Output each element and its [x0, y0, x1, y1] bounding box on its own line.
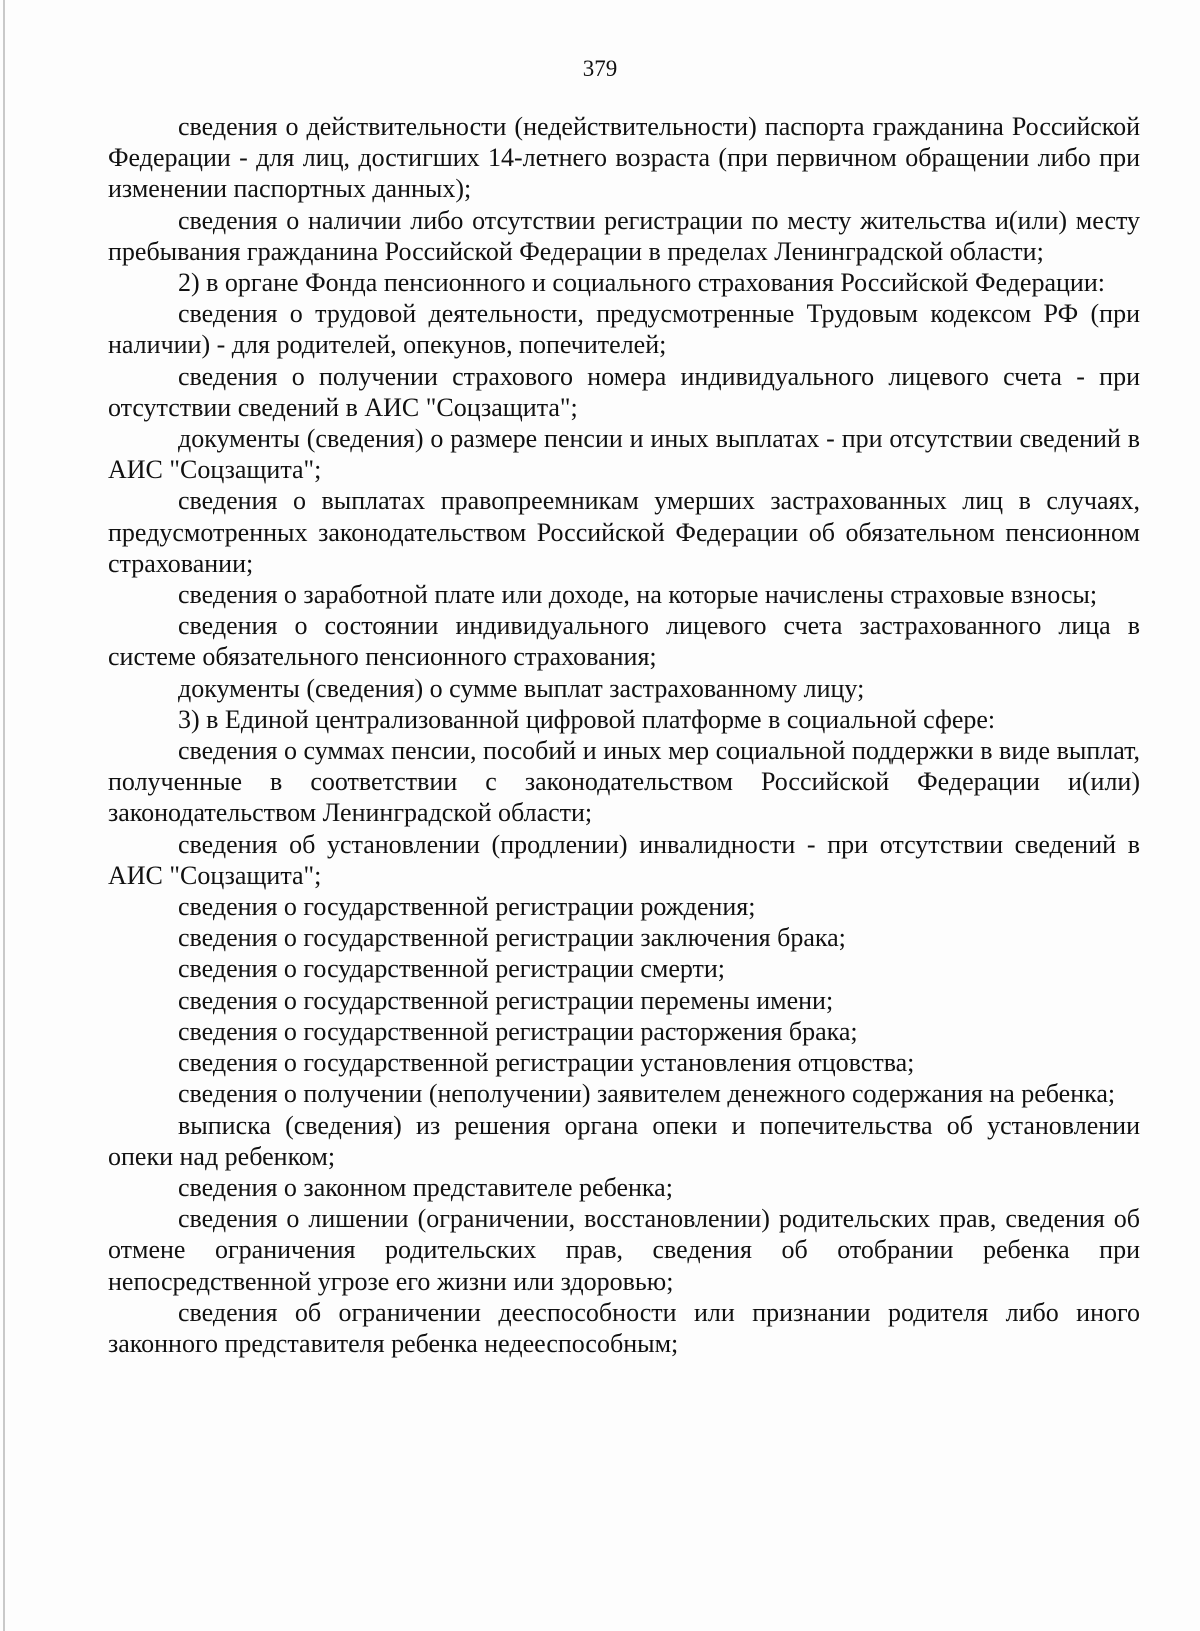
paragraph: сведения о государственной регистрации расторжения брака; — [178, 1016, 858, 1046]
paragraph: сведения о государственной регистрации рождения; — [178, 892, 756, 922]
paragraph: 3) в Единой централизованной цифровой платформе в социальной сфере: — [178, 704, 996, 734]
paragraph: сведения о государственной регистрации заключения брака; — [178, 923, 846, 953]
paragraph: сведения о состоянии индивидуального лицевого счета застрахованного лица в системе обязательного пенсионного страхования; — [108, 611, 1140, 672]
paragraph: сведения о действительности (недействительности) паспорта гражданина Российской Федерации - для лиц, достигших 14-летнего возраста (при первичном обращении либо при изменении паспортных данных); — [108, 112, 1140, 204]
paragraph: сведения о выплатах правопреемникам умерших застрахованных лиц в случаях, предусмотренных законодательством Российской Федерации об обязательном пенсионном страховании; — [108, 486, 1140, 578]
paragraph: сведения о государственной регистрации смерти; — [178, 954, 726, 984]
paragraph: сведения об ограничении дееспособности или признании родителя либо иного законного представителя ребенка недееспособным; — [108, 1297, 1140, 1358]
paragraph: сведения о заработной плате или доходе, на которые начислены страховые взносы; — [178, 580, 1098, 610]
paragraph: сведения об установлении (продлении) инвалидности - при отсутствии сведений в АИС "Соцзащита"; — [108, 829, 1140, 890]
paragraph: 2) в органе Фонда пенсионного и социального страхования Российской Федерации: — [178, 268, 1105, 298]
paragraph: сведения о законном представителе ребенка; — [178, 1172, 673, 1202]
paragraph: документы (сведения) о размере пенсии и иных выплатах - при отсутствии сведений в АИС "Соцзащита"; — [108, 424, 1140, 485]
paragraph: сведения о государственной регистрации перемены имени; — [178, 985, 834, 1015]
paragraph: сведения о государственной регистрации установления отцовства; — [178, 1048, 915, 1078]
paragraph: выписка (сведения) из решения органа опеки и попечительства об установлении опеки над ребенком; — [108, 1110, 1140, 1171]
paragraph: сведения о суммах пенсии, пособий и иных мер социальной поддержки в виде выплат, полученные в соответствии с законодательством Российской Федерации и(или) законодательством Ленинградской области; — [108, 736, 1140, 828]
paragraph: сведения о получении страхового номера индивидуального лицевого счета - при отсутствии сведений в АИС "Соцзащита"; — [108, 361, 1140, 422]
paragraph: документы (сведения) о сумме выплат застрахованному лицу; — [178, 673, 865, 703]
paragraph: сведения о лишении (ограничении, восстановлении) родительских прав, сведения об отмене ограничения родительских прав, сведения об отобрании ребенка при непосредственной угрозе его жизни или здоровью; — [108, 1204, 1140, 1296]
paragraph: сведения о трудовой деятельности, предусмотренные Трудовым кодексом РФ (при наличии) - для родителей, опекунов, попечителей; — [108, 299, 1140, 360]
document-body — [108, 111, 1140, 1359]
scan-edge-line — [3, 0, 5, 1631]
paragraph: сведения о наличии либо отсутствии регистрации по месту жительства и(или) месту пребывания гражданина Российской Федерации в пределах Ленинградской области; — [108, 205, 1140, 266]
paragraph: сведения о получении (неполучении) заявителем денежного содержания на ребенка; — [178, 1079, 1116, 1109]
page-number: 379 — [582, 56, 618, 81]
